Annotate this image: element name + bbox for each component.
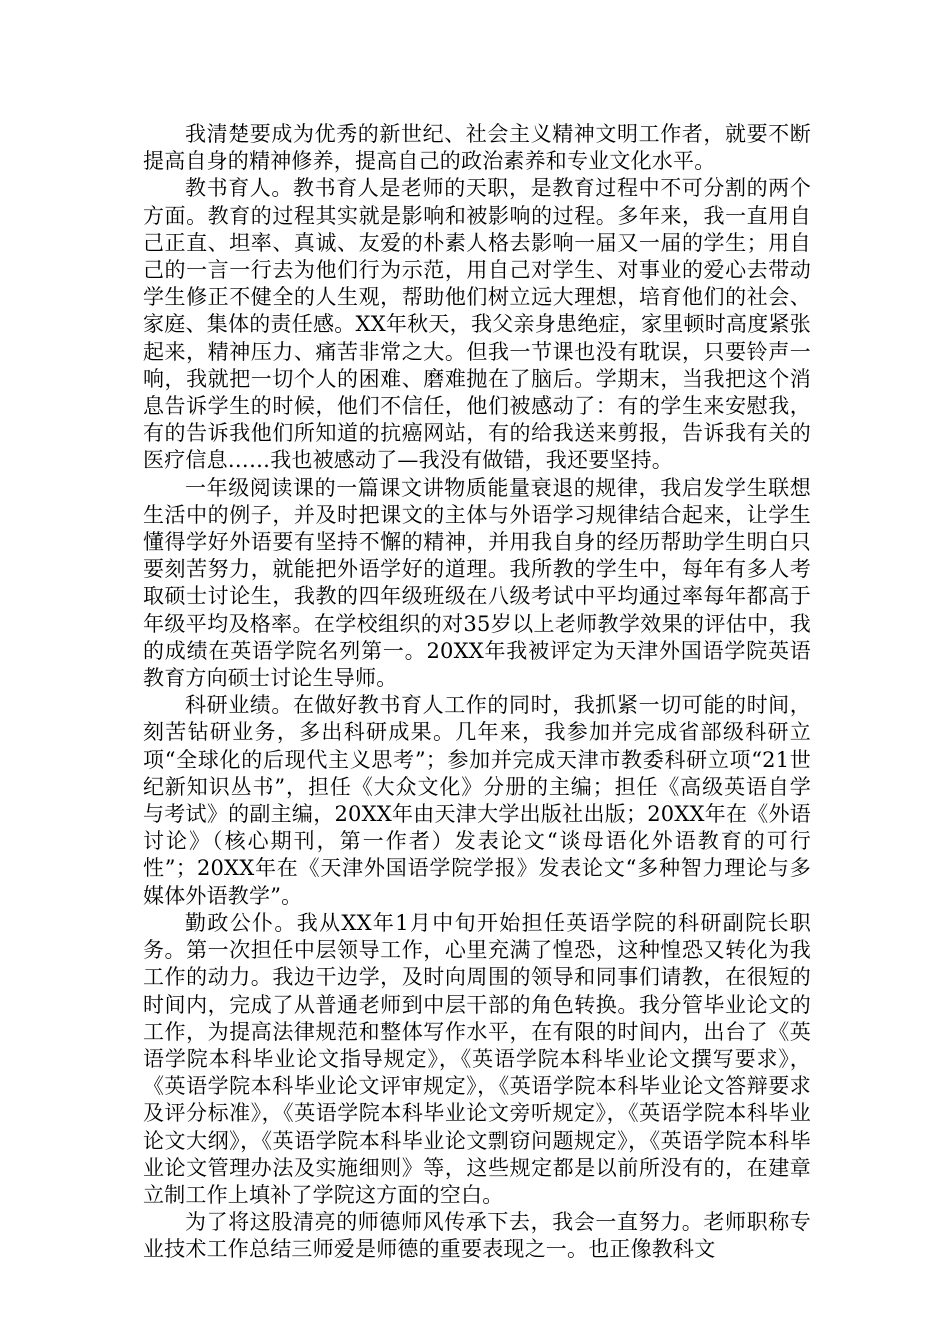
- paragraph-teaching: 教书育人。教书育人是老师的天职，是教育过程中不可分割的两个方面。教育的过程其实就是影响和被影响的过程。多年来，我一直用自己正直、坦率、真诚、友爱的朴素人格去影响一届又一届的学生；用自己的一言一行去为他们行为示范，用自己对学生、对事业的爱心去带动学生修正不健全的人生观，帮助他们树立远大理想，培育他们的社会、家庭、集体的责任感。XX年秋天，我父亲身患绝症，家里顿时高度紧张起来，精神压力、痛苦非常之大。但我一节课也没有耽误，只要铃声一响，我就把一切个人的困难、磨难抛在了脑后。学期末，当我把这个消息告诉学生的时候，他们不信任，他们被感动了：有的学生来安慰我，有的告诉我他们所知道的抗癌网站，有的给我送来剪报，告诉我有关的医疗信息……我也被感动了—我没有做错，我还要坚持。: [143, 176, 811, 473]
- paragraph-reading-class: 一年级阅读课的一篇课文讲物质能量衰退的规律，我启发学生联想生活中的例子，并及时把课文的主体与外语学习规律结合起来，让学生懂得学好外语要有坚持不懈的精神，并用我自身的经历帮助学生明白只要刻苦努力，就能把外语学好的道理。我所教的学生中，每年有多人考取硕士讨论生，我教的四年级班级在八级考试中平均通过率每年都高于年级平均及格率。在学校组织的对35岁以上老师教学效果的评估中，我的成绩在英语学院名列第一。20XX年我被评定为天津外国语学院英语教育方向硕士讨论生导师。: [143, 475, 811, 691]
- paragraph-conclusion: 为了将这股清亮的师德师风传承下去，我会一直努力。老师职称专业技术工作总结三师爱是师德的重要表现之一。也正像教科文: [143, 1210, 811, 1262]
- paragraph-intro: 我清楚要成为优秀的新世纪、社会主义精神文明工作者，就要不断提高自身的精神修养，提高自己的政治素养和专业文化水平。: [143, 122, 811, 174]
- paragraph-research: 科研业绩。在做好教书育人工作的同时，我抓紧一切可能的时间，刻苦钻研业务，多出科研成果。几年来，我参加并完成省部级科研立项“全球化的后现代主义思考”；参加并完成天津市教委科研立项“21世纪新知识丛书”，担任《大众文化》分册的主编；担任《高级英语自学与考试》的副主编，20XX年由天津大学出版社出版；20XX年在《外语讨论》（核心期刊，第一作者）发表论文“谈母语化外语教育的可行性”；20XX年在《天津外国语学院学报》发表论文“多种智力理论与多媒体外语教学”。: [143, 693, 811, 908]
- paragraph-administration: 勤政公仆。我从XX年1月中旬开始担任英语学院的科研副院长职务。第一次担任中层领导工作，心里充满了惶恐，这种惶恐又转化为我工作的动力。我边干边学，及时向周围的领导和同事们请教，在很短的时间内，完成了从普通老师到中层干部的角色转换。我分管毕业论文的工作，为提高法律规范和整体写作水平，在有限的时间内，出台了《英语学院本科毕业论文指导规定》，《英语学院本科毕业论文撰写要求》，《英语学院本科毕业论文评审规定》，《英语学院本科毕业论文答辩要求及评分标准》，《英语学院本科毕业论文旁听规定》，《英语学院本科毕业论文大纲》，《英语学院本科毕业论文剽窃问题规定》，《英语学院本科毕业论文管理办法及实施细则》等，这些规定都是以前所没有的，在建章立制工作上填补了学院这方面的空白。: [143, 910, 811, 1207]
- document-page: [143, 121, 811, 1264]
